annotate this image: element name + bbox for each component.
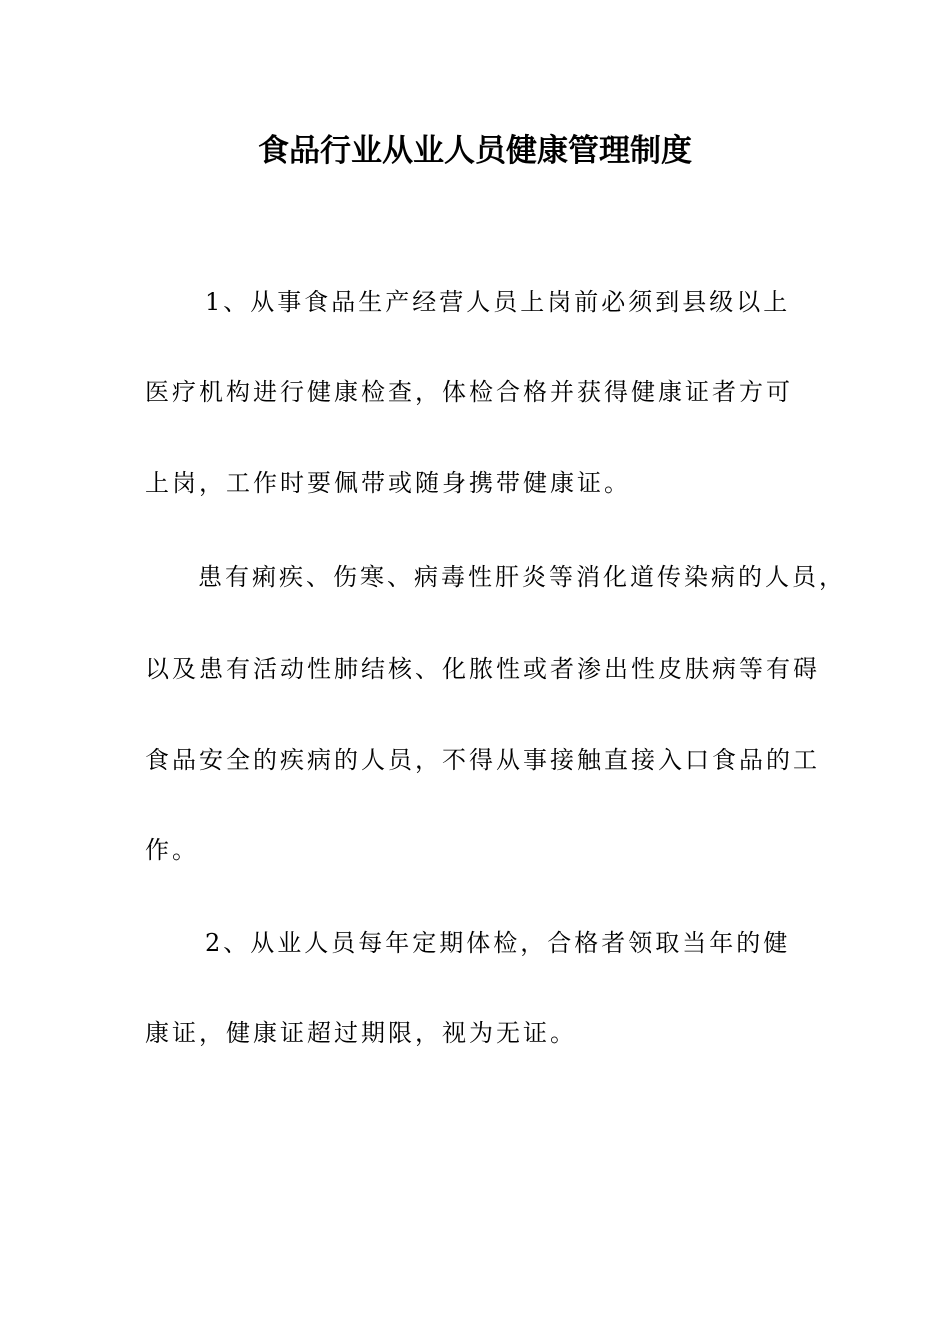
paragraph-2-line-1: 患有痢疾、伤寒、病毒性肝炎等消化道传染病的人员， bbox=[198, 563, 846, 591]
paragraph-1-line-2: 医疗机构进行健康检查，体检合格并获得健康证者方可 bbox=[145, 378, 793, 406]
paragraph-3-line-1: 2、从业人员每年定期体检，合格者领取当年的健 bbox=[205, 929, 791, 957]
paragraph-2-line-4: 作。 bbox=[145, 836, 199, 864]
document-title: 食品行业从业人员健康管理制度 bbox=[258, 133, 692, 169]
paragraph-1-line-1: 1、从事食品生产经营人员上岗前必须到县级以上 bbox=[205, 288, 791, 316]
paragraph-2-line-3: 食品安全的疾病的人员，不得从事接触直接入口食品的工 bbox=[145, 746, 820, 774]
paragraph-2-line-2: 以及患有活动性肺结核、化脓性或者渗出性皮肤病等有碍 bbox=[145, 655, 820, 683]
paragraph-1-line-3: 上岗，工作时要佩带或随身携带健康证。 bbox=[145, 469, 631, 497]
paragraph-3-line-2: 康证，健康证超过期限，视为无证。 bbox=[145, 1019, 577, 1047]
